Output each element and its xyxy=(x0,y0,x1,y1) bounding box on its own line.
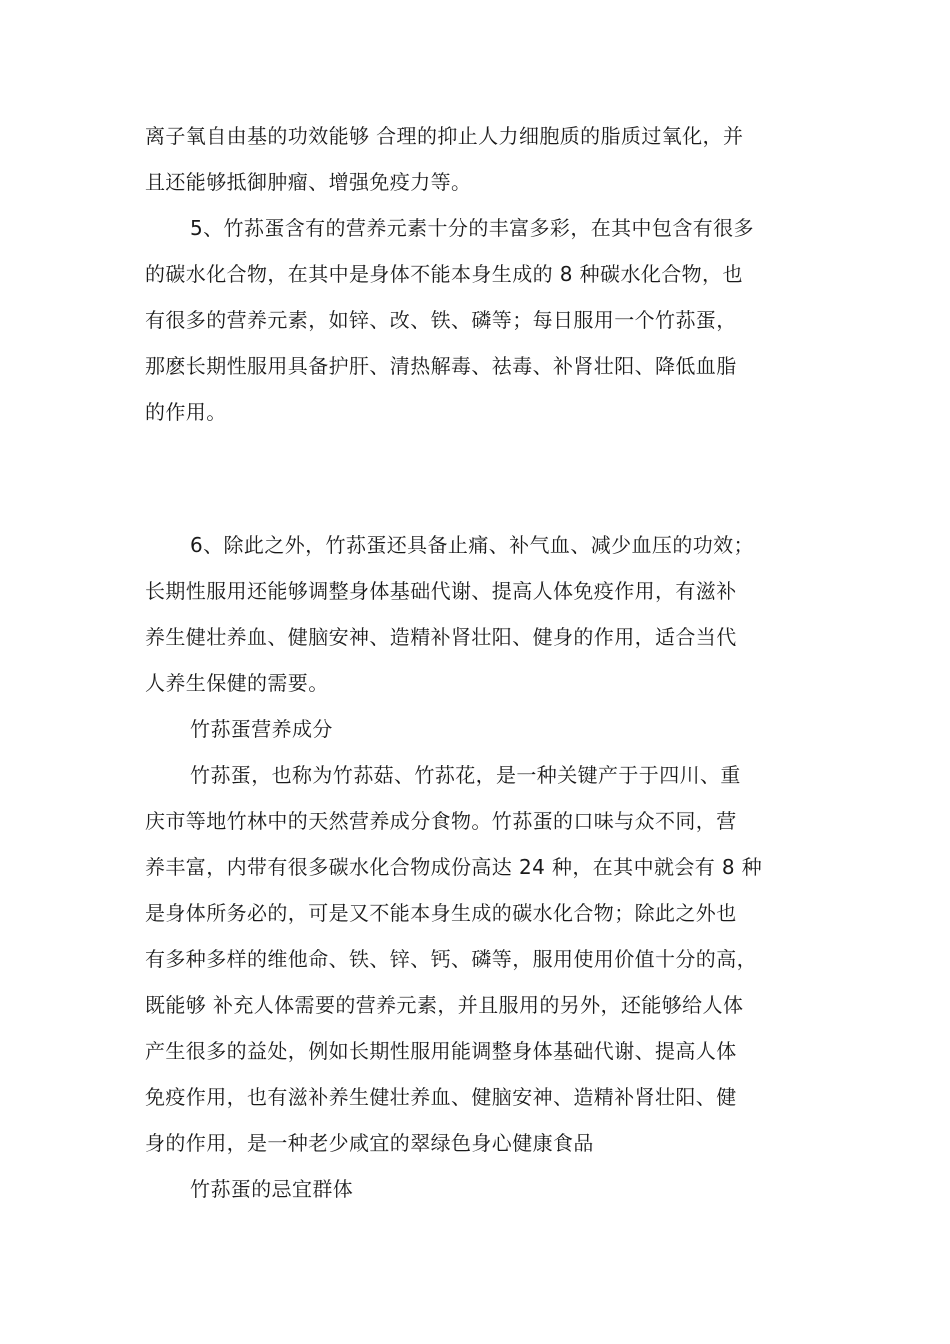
text-line: 既能够 补充人体需要的营养元素，并且服用的另外，还能够给人体 xyxy=(145,993,744,1017)
text-line: 养生健壮养血、健脑安神、造精补肾壮阳、健身的作用，适合当代 xyxy=(145,625,737,649)
paragraph-5-start: 5、竹荪蛋含有的营养元素十分的丰富多彩，在其中包含有很多 xyxy=(190,216,754,240)
text-line: 有很多的营养元素，如锌、改、铁、磷等；每日服用一个竹荪蛋， xyxy=(145,308,737,332)
text-line: 庆市等地竹林中的天然营养成分食物。竹荪蛋的口味与众不同，营 xyxy=(145,809,737,833)
text-line: 且还能够抵御肿瘤、增强免疫力等。 xyxy=(145,170,472,194)
paragraph-6-start: 6、除此之外，竹荪蛋还具备止痛、补气血、减少血压的功效； xyxy=(190,533,754,557)
text-line: 有多种多样的维他命、铁、锌、钙、磷等，服用使用价值十分的高， xyxy=(145,947,757,971)
text-line: 人养生保健的需要。 xyxy=(145,671,329,695)
text-line: 那麽长期性服用具备护肝、清热解毒、祛毒、补肾壮阳、降低血脂 xyxy=(145,354,737,378)
text-line: 的作用。 xyxy=(145,400,227,424)
text-line: 的碳水化合物，在其中是身体不能本身生成的 8 种碳水化合物，也 xyxy=(145,262,743,286)
text-line: 身的作用，是一种老少咸宜的翠绿色身心健康食品 xyxy=(145,1131,594,1155)
section-heading-nutrition: 竹荪蛋营养成分 xyxy=(190,717,333,741)
text-line: 离子氧自由基的功效能够 合理的抑止人力细胞质的脂质过氧化，并 xyxy=(145,124,744,148)
text-line: 免疫作用，也有滋补养生健壮养血、健脑安神、造精补肾壮阳、健 xyxy=(145,1085,737,1109)
text-line: 是身体所务必的，可是又不能本身生成的碳水化合物；除此之外也 xyxy=(145,901,737,925)
paragraph-nutrition-start: 竹荪蛋，也称为竹荪菇、竹荪花，是一种关键产于于四川、重 xyxy=(190,763,741,787)
text-line: 长期性服用还能够调整身体基础代谢、提高人体免疫作用，有滋补 xyxy=(145,579,737,603)
text-line: 养丰富，内带有很多碳水化合物成份高达 24 种，在其中就会有 8 种 xyxy=(145,855,763,879)
text-line: 产生很多的益处，例如长期性服用能调整身体基础代谢、提高人体 xyxy=(145,1039,737,1063)
section-heading-suitable-groups: 竹荪蛋的忌宜群体 xyxy=(190,1177,354,1201)
